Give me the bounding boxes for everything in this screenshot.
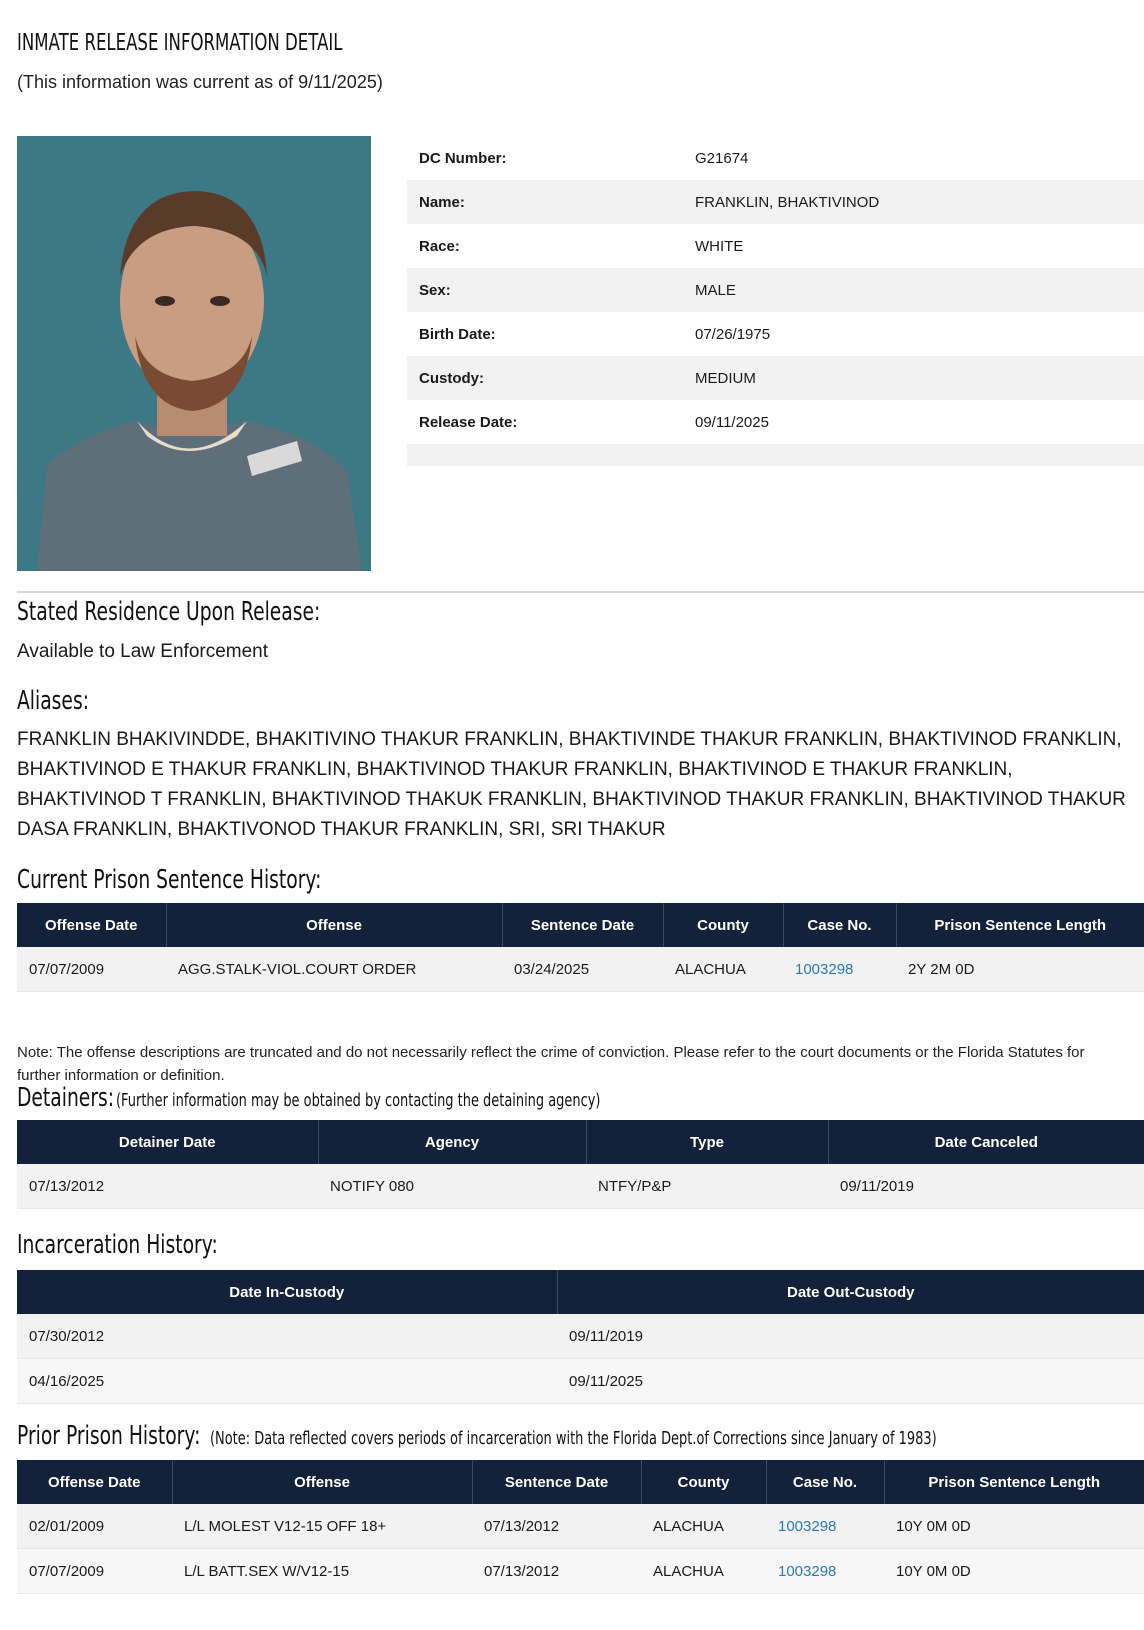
prior-history-table [17,1460,1144,1594]
info-row-dc-number: DC Number: G21674 [419,149,749,167]
case-number-link[interactable]: 1003298 [778,1562,837,1580]
table-header-row: Date In-Custody Date Out-Custody [17,1270,1144,1314]
aliases-list: FRANKLIN BHAKIVINDDE, BHAKITIVINO THAKUR FRANKLIN, BHAKTIVINDE THAKUR FRANKLIN, BHAKTIVINOD FRANKLIN, BHAKTIVINOD E THAKUR FRANKLIN, BHAKTIVINOD THAKUR FRANKLIN, BHAKTIVINOD E THAKUR FRANKLIN, BHAKTIVINOD T FRANKLIN, BHAKTIVINOD THAKUK FRANKLIN, BHAKTIVINOD THAKUR FRANKLIN, BHAKTIVINOD THAKUR DASA FRANKLIN, BHAKTIVONOD THAKUR FRANKLIN, SRI, SRI THAKUR [17,729,1126,840]
case-number-link[interactable]: 1003298 [795,960,854,978]
prior-title: Prior Prison History: [17,1421,201,1451]
table-row: 07/30/2012 09/11/2019 [17,1314,1144,1359]
table-row: 07/07/2009 L/L BATT.SEX W/V12-15 07/13/2012 ALACHUA 1003298 10Y 0M 0D [17,1549,1144,1594]
table-row: 02/01/2009 L/L MOLEST V12-15 OFF 18+ 07/13/2012 ALACHUA 1003298 10Y 0M 0D [17,1504,1144,1549]
table-row: 04/16/2025 09/11/2025 [17,1359,1144,1404]
current-sentence-title: Current Prison Sentence History: [17,865,322,895]
info-row-race: Race: WHITE [419,237,744,255]
current-as-of-note: (This information was current as of 9/11/2025) [17,72,383,92]
section-divider [17,591,1144,593]
info-row-spacer [407,444,1144,466]
prior-subtitle: (Note: Data reflected covers periods of incarceration with the Florida Dept.of Corrections since January of 1983) [209,1428,937,1449]
info-row-name: Name: FRANKLIN, BHAKTIVINOD [407,180,1144,224]
residence-value: Available to Law Enforcement [17,641,269,662]
residence-title: Stated Residence Upon Release: [17,597,321,627]
table-header-row: Detainer Date Agency Type Date Canceled [17,1120,1144,1164]
table-row: 07/13/2012 NOTIFY 080 NTFY/P&P 09/11/2019 [17,1164,1144,1209]
detainers-heading [17,1083,789,1113]
incarceration-title: Incarceration History: [17,1230,218,1260]
inmate-photo [17,136,371,571]
prior-heading [17,1421,1144,1451]
table-header-row: Offense Date Offense Sentence Date County Case No. Prison Sentence Length [17,903,1144,947]
current-sentence-table [17,903,1144,992]
incarceration-table [17,1270,1144,1404]
aliases-title: Aliases: [17,686,90,716]
info-row-custody: Custody: MEDIUM [407,356,1144,400]
offense-truncation-note: Note: The offense descriptions are truncated and do not necessarily reflect the crime of conviction. Please refer to the court documents or the Florida Statutes for further information or definition. [17,1044,1085,1084]
page-title: INMATE RELEASE INFORMATION DETAIL [17,30,343,56]
info-row-birth-date: Birth Date: 07/26/1975 [419,325,771,343]
table-header-row: Offense Date Offense Sentence Date County Case No. Prison Sentence Length [17,1460,1144,1504]
info-row-sex: Sex: MALE [407,268,1144,312]
info-row-release-date: Release Date: 09/11/2025 [419,413,769,431]
table-row: 07/07/2009 AGG.STALK-VIOL.COURT ORDER 03/24/2025 ALACHUA 1003298 2Y 2M 0D [17,947,1144,992]
case-number-link[interactable]: 1003298 [778,1517,837,1535]
detainers-subtitle: (Further information may be obtained by contacting the detaining agency) [115,1090,601,1111]
inmate-info-table [407,136,1144,466]
detainers-table [17,1120,1144,1209]
detainers-title: Detainers: [17,1083,115,1113]
inmate-portrait-image [17,136,371,571]
